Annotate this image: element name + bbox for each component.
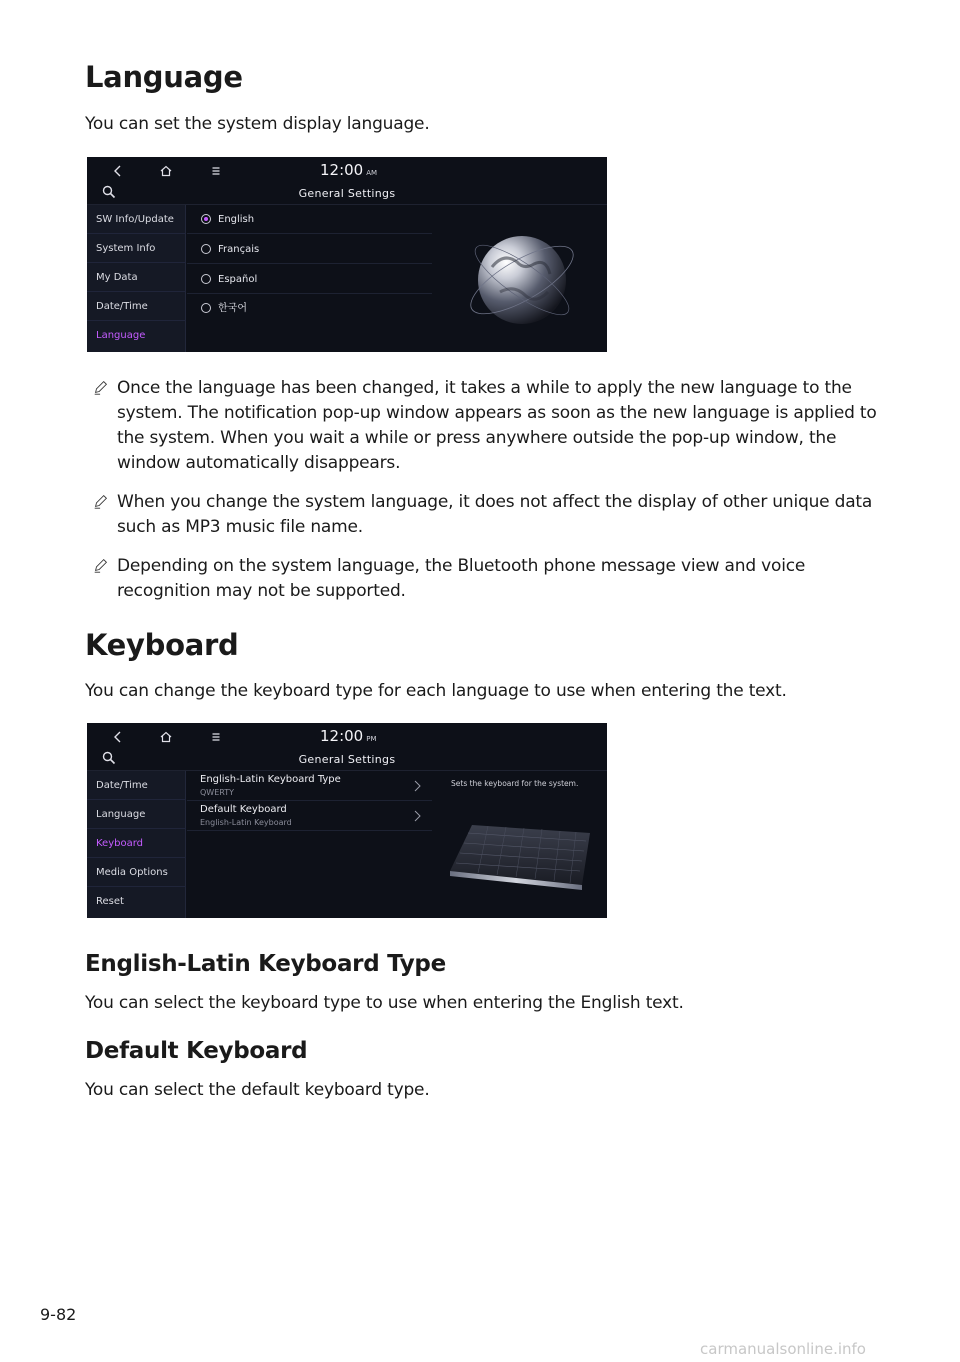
language-label: Español [218, 274, 258, 285]
watermark: carmanualsonline.info [700, 1340, 866, 1358]
keyboard-heading: Keyboard [85, 628, 239, 662]
screen-title: General Settings [298, 753, 396, 766]
keyboard-screen [87, 723, 607, 918]
language-option-espanol[interactable] [187, 265, 432, 294]
row-title: Default Keyboard [200, 804, 287, 815]
sidebar-item-reset[interactable]: Reset [96, 896, 124, 907]
top-bar [87, 157, 607, 205]
sidebar-item-media-options[interactable]: Media Options [87, 858, 186, 887]
note-item [85, 376, 885, 476]
language-label: English [218, 214, 255, 225]
clock-time: 12:00 [320, 161, 364, 179]
home-icon[interactable] [157, 162, 175, 180]
radio-unselected-icon [201, 303, 211, 313]
screen-title: General Settings [298, 187, 396, 200]
default-keyboard-heading: Default Keyboard [85, 1038, 308, 1064]
chevron-right-icon [412, 809, 422, 823]
pencil-note-icon [85, 376, 117, 396]
language-screen [87, 157, 607, 352]
keyboard-intro: You can change the keyboard type for each language to use when entering the text. [85, 681, 787, 701]
clock [320, 727, 377, 745]
settings-sidebar [87, 771, 186, 918]
language-option-korean[interactable] [187, 294, 432, 323]
clock [320, 161, 377, 179]
language-intro: You can set the system display language. [85, 114, 430, 134]
sidebar-item-language[interactable]: Language [96, 330, 146, 341]
home-icon[interactable] [157, 728, 175, 746]
sidebar-item-date-time[interactable]: Date/Time [87, 771, 186, 800]
language-option-english[interactable] [187, 205, 432, 234]
clock-ampm: AM [366, 169, 378, 177]
english-latin-text: You can select the keyboard type to use when entering the English text. [85, 993, 684, 1013]
radio-unselected-icon [201, 244, 211, 254]
english-latin-heading: English-Latin Keyboard Type [85, 951, 446, 977]
sidebar-item-my-data[interactable]: My Data [87, 263, 186, 292]
language-label: Français [218, 244, 260, 255]
back-icon[interactable] [109, 162, 127, 180]
clock-ampm: PM [366, 735, 377, 743]
sidebar-item-keyboard[interactable]: Keyboard [87, 829, 186, 858]
sidebar-item-system-info[interactable]: System Info [87, 234, 186, 263]
setting-description: Sets the keyboard for the system. [451, 779, 579, 788]
clock-time: 12:00 [320, 727, 364, 745]
default-keyboard-text: You can select the default keyboard type. [85, 1080, 430, 1100]
chevron-right-icon [412, 779, 422, 793]
radio-selected-icon [201, 214, 211, 224]
keyboard-illustration-icon [442, 813, 602, 918]
sidebar-item-language[interactable]: Language [87, 800, 186, 829]
language-label: 한국어 [218, 303, 247, 314]
globe-icon [462, 212, 582, 342]
note-text: When you change the system language, it does not affect the display of other unique data such as MP3 music file name. [117, 492, 873, 537]
language-heading: Language [85, 60, 243, 94]
row-title: English-Latin Keyboard Type [200, 774, 341, 785]
radio-unselected-icon [201, 274, 211, 284]
settings-sidebar [87, 205, 186, 352]
note-text: Once the language has been changed, it takes a while to apply the new language to the system. The notification pop-up window appears as soon as the new language is applied to the system. When you wait a while or press anywhere outside the pop-up window, the window automatically disappears. [117, 378, 877, 473]
menu-icon[interactable] [207, 728, 225, 746]
top-bar [87, 723, 607, 771]
default-keyboard-row[interactable] [187, 801, 432, 831]
row-value: English-Latin Keyboard [200, 818, 292, 827]
row-value: QWERTY [200, 788, 235, 797]
sidebar-item-date-time[interactable]: Date/Time [87, 292, 186, 321]
english-latin-keyboard-type-row[interactable] [187, 771, 432, 801]
pencil-note-icon [85, 490, 117, 510]
note-item [85, 490, 885, 540]
note-text: Depending on the system language, the Bluetooth phone message view and voice recognition may not be supported. [117, 556, 806, 601]
back-icon[interactable] [109, 728, 127, 746]
pencil-note-icon [85, 554, 117, 574]
note-item [85, 554, 885, 604]
language-option-francais[interactable] [187, 235, 432, 264]
page-number: 9-82 [40, 1305, 77, 1324]
sidebar-item-sw-info-update[interactable]: SW Info/Update [87, 205, 186, 234]
menu-icon[interactable] [207, 162, 225, 180]
